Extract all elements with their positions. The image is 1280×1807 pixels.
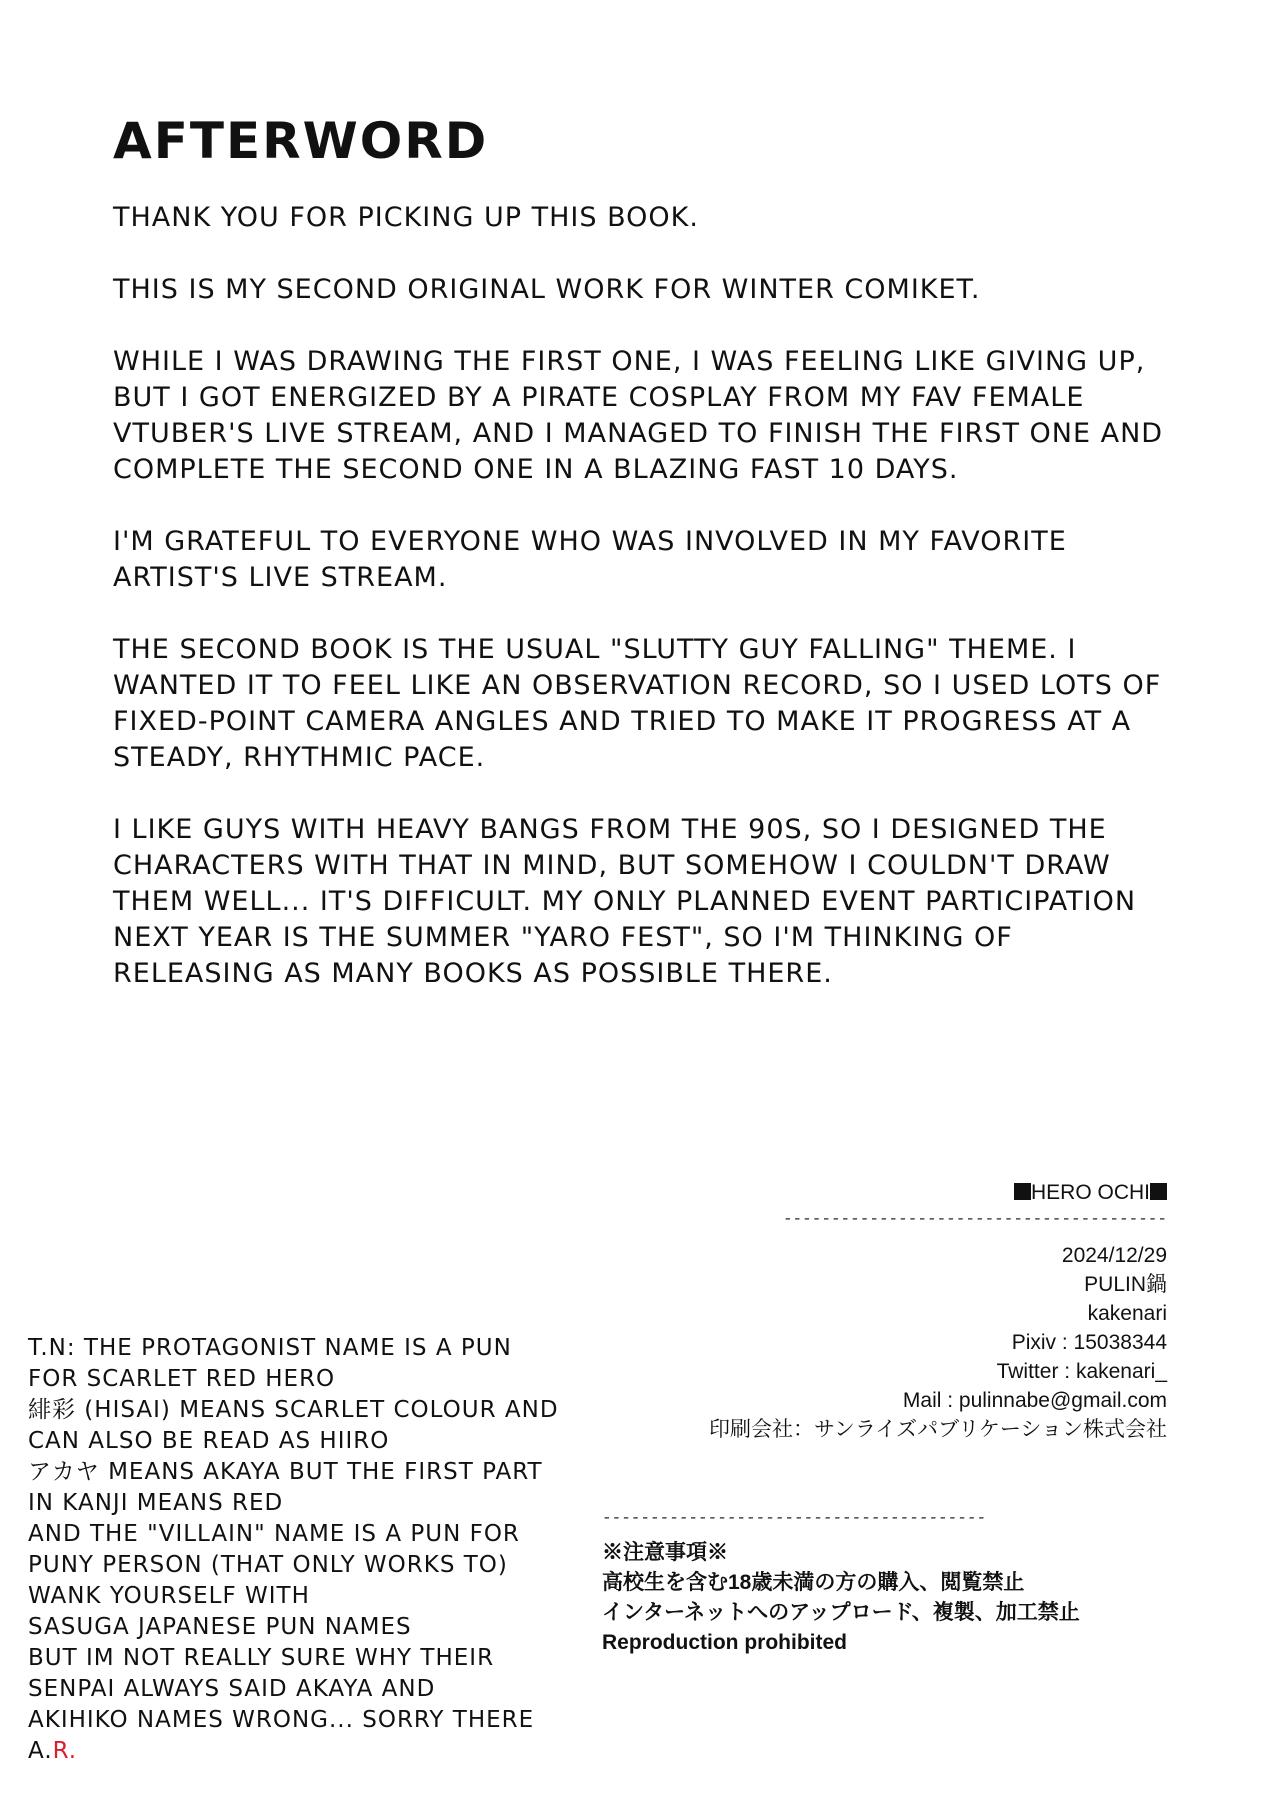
tn-line: SENPAI ALWAYS SAID AKAYA AND <box>28 1676 436 1702</box>
colophon-meta <box>697 1241 1167 1444</box>
afterword-paragraph: I LIKE GUYS WITH HEAVY BANGS FROM THE 90S, SO I DESIGNED THE CHARACTERS WITH THAT IN MIND, BUT SOMEHOW I COULDN'T DRAW THEM WELL... IT'S DIFFICULT. MY ONLY PLANNED EVENT PARTICIPATION NEXT YEAR IS THE SUMMER "YARO FEST", SO I'M THINKING OF RELEASING AS MANY BOOKS AS POSSIBLE THERE. <box>113 814 1137 989</box>
pixiv-id: Pixiv : 15038344 <box>1011 1331 1167 1354</box>
tn-line: IN KANJI MEANS RED <box>28 1490 284 1516</box>
tn-line: SASUGA JAPANESE PUN NAMES <box>28 1614 412 1640</box>
signature-a: A. <box>28 1738 53 1764</box>
colophon <box>697 1178 1167 1444</box>
afterword-paragraph: I'M GRATEFUL TO EVERYONE WHO WAS INVOLVED IN MY FAVORITE ARTIST'S LIVE STREAM. <box>113 526 1067 593</box>
notice-line: 高校生を含む18歳未満の方の購入、閲覧禁止 <box>602 1571 1025 1594</box>
tn-line: BUT IM NOT REALLY SURE WHY THEIR <box>28 1645 495 1671</box>
translator-note <box>28 1333 598 1767</box>
black-square-icon <box>1014 1183 1031 1200</box>
tn-line: WANK YOURSELF WITH <box>28 1583 310 1609</box>
circle-name: PULIN鍋 <box>1084 1273 1167 1296</box>
afterword-body <box>113 200 1173 1028</box>
tn-line: AKIHIKO NAMES WRONG... SORRY THERE <box>28 1707 535 1733</box>
tn-line: CAN ALSO BE READ AS HIIRO <box>28 1428 390 1454</box>
colophon-separator: ---------------------------------------- <box>782 1210 1167 1228</box>
notice-separator: ---------------------------------------- <box>602 1509 987 1527</box>
tn-line: 緋彩 (HISAI) MEANS SCARLET COLOUR AND <box>28 1397 559 1423</box>
tn-line: FOR SCARLET RED HERO <box>28 1366 336 1392</box>
afterword-paragraph: WHILE I WAS DRAWING THE FIRST ONE, I WAS FEELING LIKE GIVING UP, BUT I GOT ENERGIZED BY A PIRATE COSPLAY FROM MY FAV FEMALE VTUBER'S LIVE STREAM, AND I MANAGED TO FINISH THE FIRST ONE AND COMPLETE THE SECOND ONE IN A BLAZING FAST 10 DAYS. <box>113 346 1164 485</box>
afterword-paragraph: THANK YOU FOR PICKING UP THIS BOOK. <box>113 202 699 233</box>
tn-line: PUNY PERSON (THAT ONLY WORKS TO) <box>28 1552 508 1578</box>
colophon-title <box>697 1178 1167 1207</box>
publish-date: 2024/12/29 <box>1061 1244 1167 1267</box>
notice-line: Reproduction prohibited <box>602 1631 847 1654</box>
author-name: kakenari <box>1087 1302 1167 1325</box>
colophon-title-text: HERO OCHI <box>1030 1181 1150 1204</box>
translator-signature <box>28 1736 598 1767</box>
afterword-title: AFTERWORD <box>113 112 489 170</box>
notice-heading: ※注意事項※ <box>602 1541 728 1564</box>
notice-line: インターネットへのアップロード、複製、加工禁止 <box>602 1601 1080 1624</box>
tn-line: T.N: THE PROTAGONIST NAME IS A PUN <box>28 1335 512 1361</box>
black-square-icon <box>1150 1183 1167 1200</box>
notice <box>602 1508 1172 1658</box>
afterword-paragraph: THIS IS MY SECOND ORIGINAL WORK FOR WINTER COMIKET. <box>113 274 981 305</box>
tn-line: アカヤ MEANS AKAYA BUT THE FIRST PART <box>28 1459 543 1485</box>
tn-line: AND THE "VILLAIN" NAME IS A PUN FOR <box>28 1521 520 1547</box>
mail-address: Mail : pulinnabe@gmail.com <box>902 1389 1167 1412</box>
signature-r: R. <box>52 1738 78 1764</box>
afterword-paragraph: THE SECOND BOOK IS THE USUAL "SLUTTY GUY FALLING" THEME. I WANTED IT TO FEEL LIKE AN OBSERVATION RECORD, SO I USED LOTS OF FIXED-POINT CAMERA ANGLES AND TRIED TO MAKE IT PROGRESS AT A STEADY, RHYTHMIC PACE. <box>113 634 1162 773</box>
printing-company: 印刷会社：サンライズパブリケーション株式会社 <box>708 1418 1167 1441</box>
twitter-handle: Twitter : kakenari_ <box>996 1360 1167 1383</box>
